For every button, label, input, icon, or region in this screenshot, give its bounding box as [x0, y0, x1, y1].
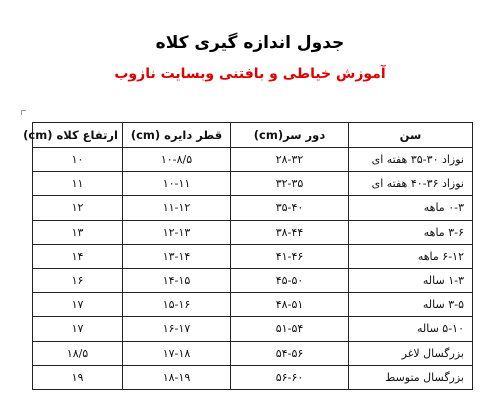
cell-head-circumference: ۲۸-۳۲ — [231, 148, 349, 172]
cell-hat-height: ۱۸/۵ — [33, 341, 123, 365]
cell-age: نوزاد ۳۰-۳۵ هفته ای — [349, 148, 473, 172]
table-row — [33, 196, 473, 220]
cell-circle-diameter: ۱۶-۱۷ — [123, 317, 231, 341]
header-hat-height: ارتفاع کلاه (cm) — [33, 123, 123, 148]
cell-hat-height: ۱۷ — [33, 293, 123, 317]
corner-crop-mark — [21, 110, 26, 115]
cell-hat-height: ۱۱ — [33, 172, 123, 196]
cell-head-circumference: ۵۴-۵۶ — [231, 341, 349, 365]
cell-head-circumference: ۳۲-۳۵ — [231, 172, 349, 196]
page-title: جدول اندازه گیری کلاه — [155, 33, 345, 53]
cell-circle-diameter: ۱۱-۱۲ — [123, 196, 231, 220]
cell-age: بزرگسال لاغر — [349, 341, 473, 365]
cell-age: ۳-۵ ساله — [349, 293, 473, 317]
table-header-row — [33, 123, 473, 148]
cell-hat-height: ۱۳ — [33, 220, 123, 244]
table-row — [33, 148, 473, 172]
cell-head-circumference: ۴۱-۴۶ — [231, 244, 349, 268]
cell-circle-diameter: ۱۴-۱۵ — [123, 268, 231, 292]
cell-head-circumference: ۳۵-۴۰ — [231, 196, 349, 220]
cell-circle-diameter: ۱۰-۸/۵ — [123, 148, 231, 172]
table-row — [33, 172, 473, 196]
cell-age: ۳-۶ ماهه — [349, 220, 473, 244]
cell-age: ۵-۱۰ ساله — [349, 317, 473, 341]
header-circle-diameter: قطر دایره (cm) — [123, 123, 231, 148]
cell-circle-diameter: ۱۷-۱۸ — [123, 341, 231, 365]
cell-hat-height: ۱۴ — [33, 244, 123, 268]
header-age: سن — [349, 123, 473, 148]
cell-age: بزرگسال متوسط — [349, 365, 473, 389]
table-row — [33, 268, 473, 292]
hat-size-table — [23, 122, 473, 390]
cell-circle-diameter: ۱۲-۱۳ — [123, 220, 231, 244]
cell-hat-height: ۱۲ — [33, 196, 123, 220]
cell-circle-diameter: ۱۳-۱۴ — [123, 244, 231, 268]
cell-head-circumference: ۴۸-۵۱ — [231, 293, 349, 317]
cell-hat-height: ۱۹ — [33, 365, 123, 389]
cell-age: ۱-۳ ساله — [349, 268, 473, 292]
cell-circle-diameter: ۱۸-۱۹ — [123, 365, 231, 389]
cell-hat-height: ۱۰ — [33, 148, 123, 172]
page-subtitle: آموزش خیاطی و بافتنی وبسایت نازوب — [114, 66, 386, 82]
table-row — [33, 293, 473, 317]
cell-head-circumference: ۳۸-۴۴ — [231, 220, 349, 244]
cell-hat-height: ۱۷ — [33, 317, 123, 341]
cell-circle-diameter: ۱۰-۱۱ — [123, 172, 231, 196]
cell-age: نوزاد ۳۶-۴۰ هفته ای — [349, 172, 473, 196]
cell-hat-height: ۱۶ — [33, 268, 123, 292]
header-head-circumference: دور سر(cm) — [231, 123, 349, 148]
table-row — [33, 244, 473, 268]
cell-head-circumference: ۵۱-۵۴ — [231, 317, 349, 341]
cell-age: ۶-۱۲ ماهه — [349, 244, 473, 268]
table-row — [33, 220, 473, 244]
table-row — [33, 365, 473, 389]
table-row — [33, 341, 473, 365]
cell-age: ۰-۳ ماهه — [349, 196, 473, 220]
cell-head-circumference: ۴۵-۵۰ — [231, 268, 349, 292]
cell-circle-diameter: ۱۵-۱۶ — [123, 293, 231, 317]
cell-head-circumference: ۵۶-۶۰ — [231, 365, 349, 389]
table-row — [33, 317, 473, 341]
